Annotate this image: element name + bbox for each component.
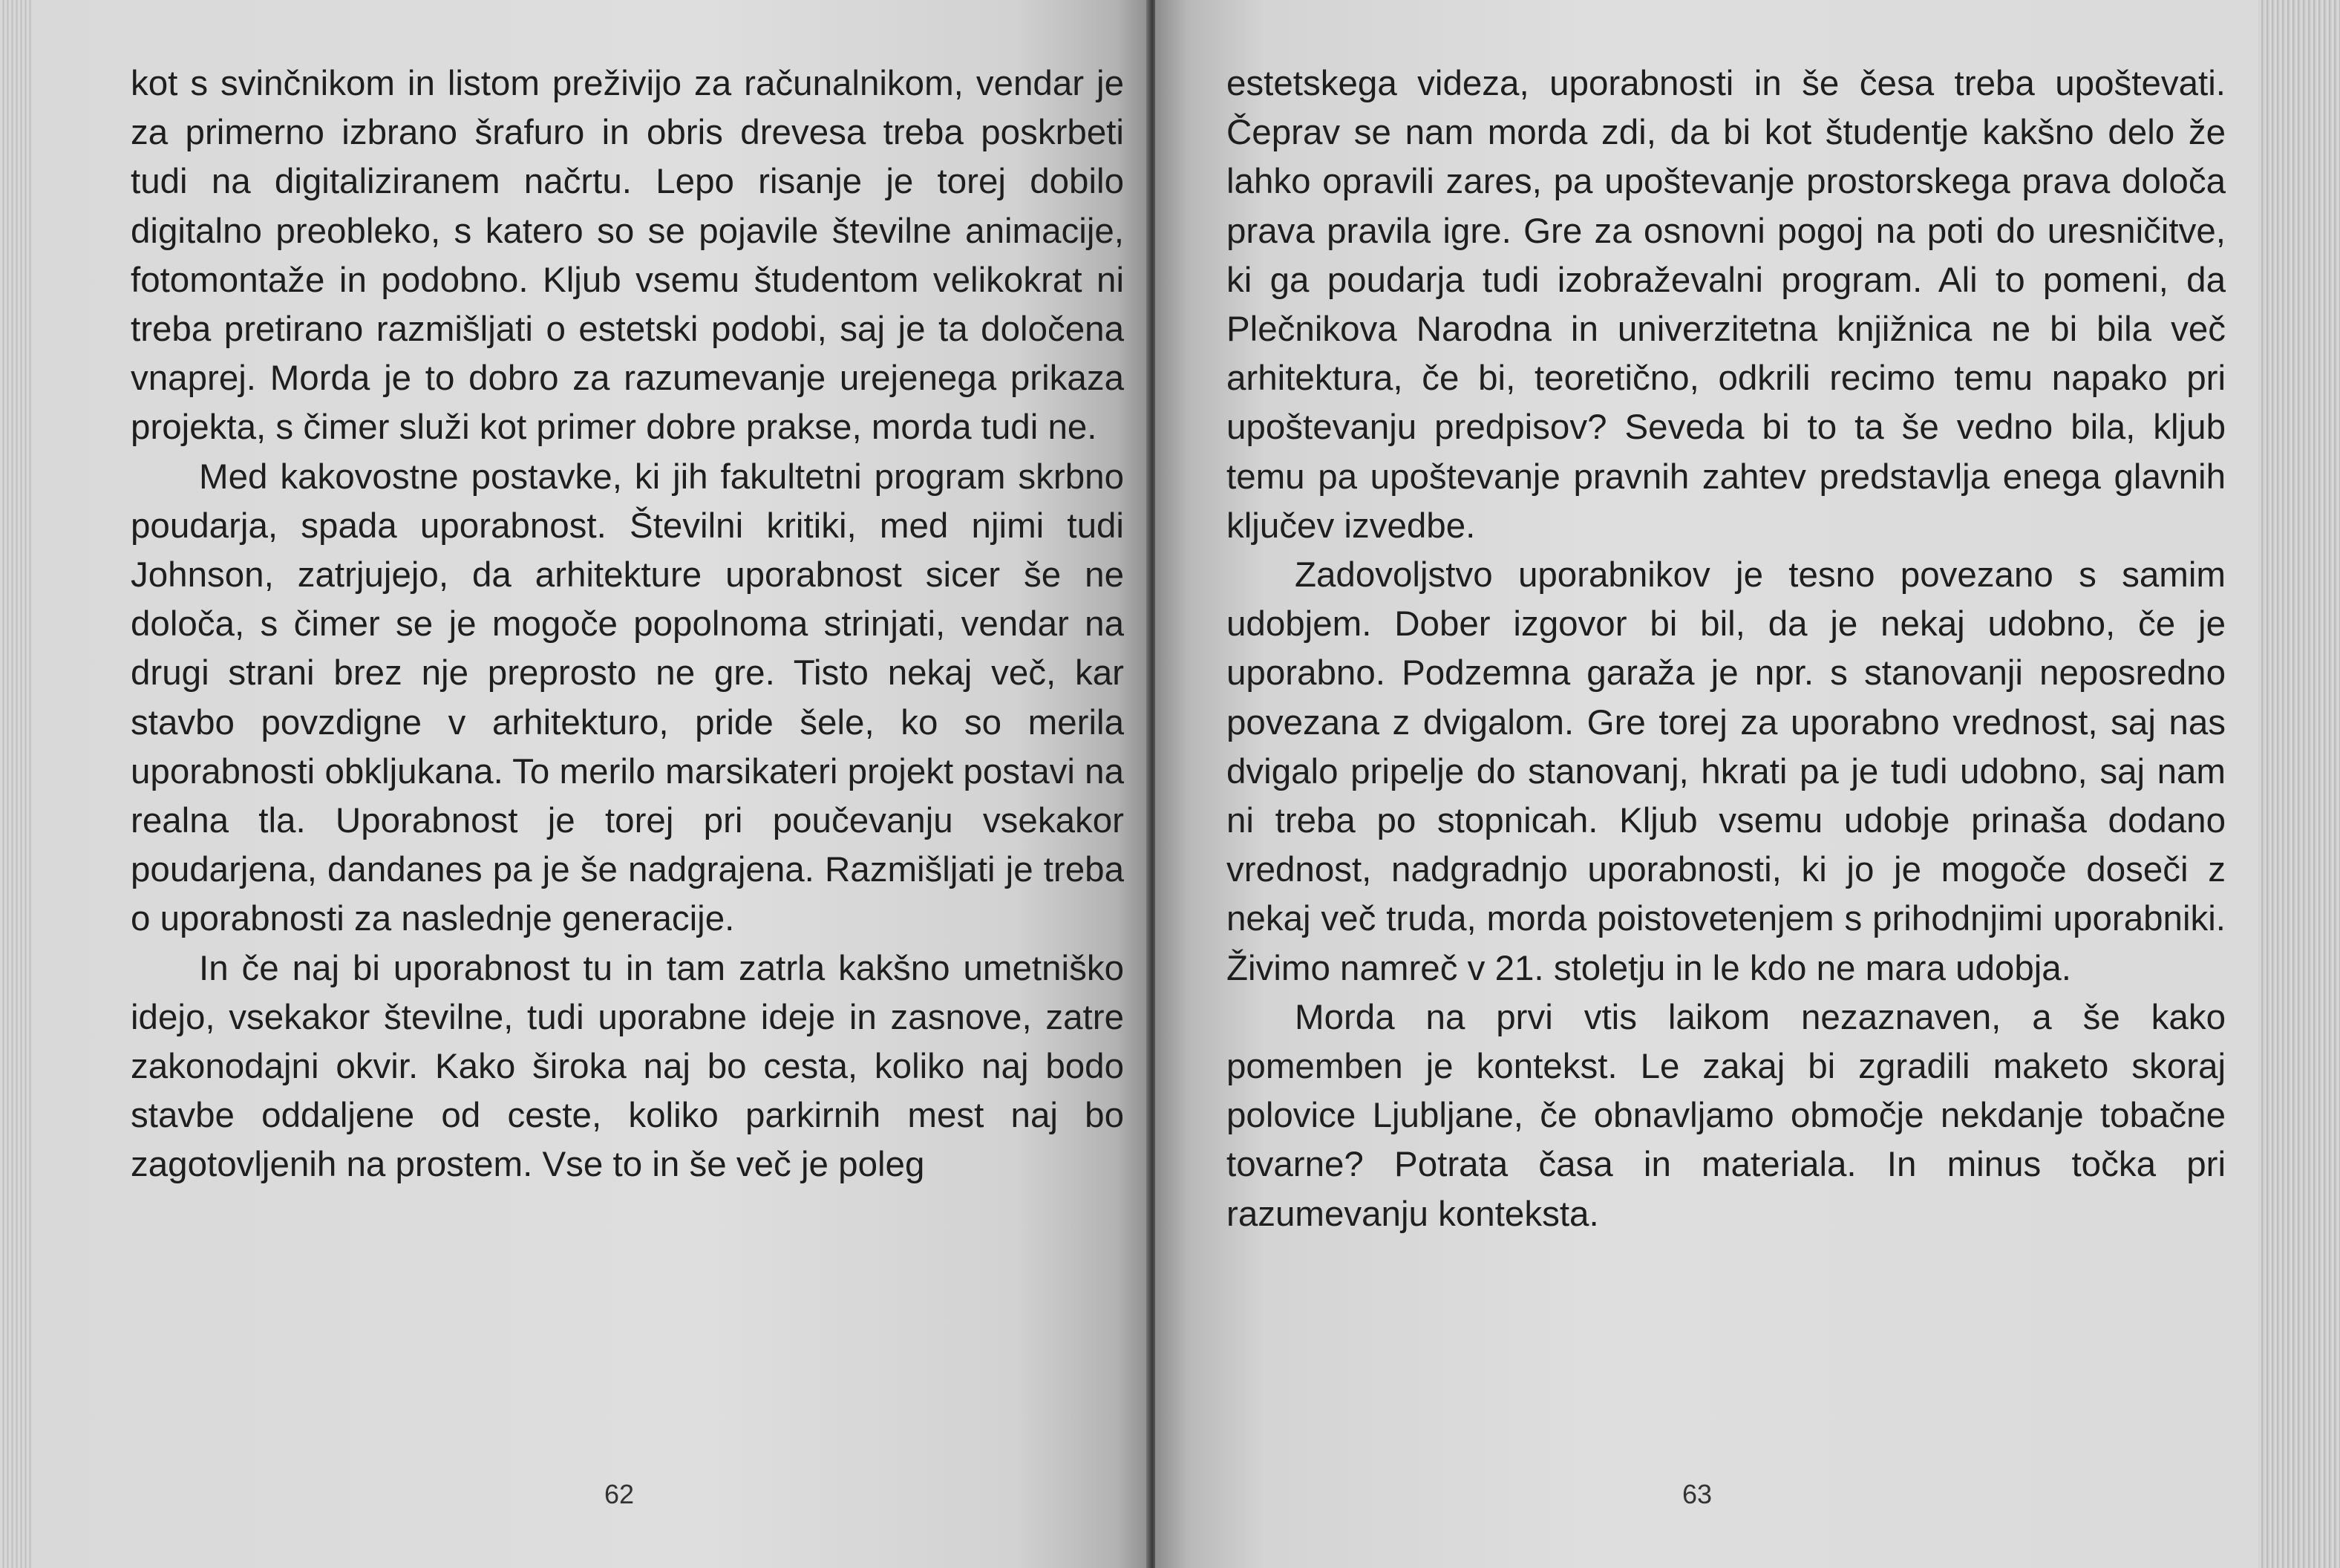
- left-paragraph-2: Med kakovostne postavke, ki jih fakultetni program skrbno poudarja, spada uporabnost. Številni kritiki, med njimi tudi Johnson, zatrjujejo, da arhitekture uporabnost sicer še ne določa, s čimer se je mogoče popolnoma strinjati, vendar na drugi strani brez nje preprosto ne gre. Tisto nekaj več, kar stavbo povzdigne v arhitekturo, pride šele, ko so merila uporabnosti obkljukana. To merilo marsikateri projekt postavi na realna tla. Uporabnost je torej pri poučevanju vsekakor poudarjena, dandanes pa je še nadgrajena. Razmišljati je treba o uporabnosti za naslednje generacije.: [131, 457, 1124, 939]
- right-paragraph-3: Morda na prvi vtis laikom nezaznaven, a še kako pomemben je kontekst. Le zakaj bi zgradili maketo skoraj polovice Ljubljane, če obnavljamo območje nekdanje tobačne tovarne? Potrata časa in materiala. In minus točka pri razumevanju konteksta.: [1226, 997, 2226, 1234]
- right-page-text: [1226, 59, 2226, 1239]
- page-edges-left: [0, 0, 33, 1568]
- left-paragraph-1: kot s svinčnikom in listom preživijo za računalnikom, vendar je za primerno izbrano šrafuro in obris drevesa treba poskrbeti tudi na digitaliziranem načrtu. Lepo risanje je torej dobilo digitalno preobleko, s katero so se pojavile številne animacije, fotomontaže in podobno. Kljub vsemu študentom velikokrat ni treba pretirano razmišljati o estetski podobi, saj je ta določena vnaprej. Morda je to dobro za razumevanje urejenega prikaza projekta, s čimer služi kot primer dobre prakse, morda tudi ne.: [131, 64, 1124, 448]
- right-page-number: 63: [1682, 1479, 1713, 1509]
- left-page-number: 62: [604, 1479, 635, 1509]
- left-paragraph-3: In če naj bi uporabnost tu in tam zatrla kakšno umetniško idejo, vsekakor številne, tudi uporabne ideje in zasnove, zatre zakonodajni okvir. Kako široka naj bo cesta, koliko naj bodo stavbe oddaljene od ceste, koliko parkirnih mest naj bo zagotovljenih na prostem. Vse to in še več je poleg: [131, 948, 1124, 1185]
- right-paragraph-1: estetskega videza, uporabnosti in še česa treba upoštevati. Čeprav se nam morda zdi, da bi kot študentje kakšno delo že lahko opravili zares, pa upoštevanje prostorskega prava določa prava pravila igre. Gre za osnovni pogoj na poti do uresničitve, ki ga poudarja tudi izobraževalni program. Ali to pomeni, da Plečnikova Narodna in univerzitetna knjižnica ne bi bila več arhitektura, če bi, teoretično, odkrili recimo temu napako pri upoštevanju predpisov? Seveda bi to ta še vedno bila, kljub temu pa upoštevanje pravnih zahtev predstavlja enega glavnih ključev izvedbe.: [1226, 64, 2226, 546]
- right-page: [1155, 0, 2258, 1568]
- left-page: [33, 0, 1149, 1568]
- right-paragraph-2: Zadovoljstvo uporabnikov je tesno povezano s samim udobjem. Dober izgovor bi bil, da je nekaj udobno, če je uporabno. Podzemna garaža je npr. s stanovanji neposredno povezana z dvigalom. Gre torej za uporabno vrednost, saj nas dvigalo pripelje do stanovanj, hkrati pa je tudi udobno, saj nam ni treba po stopnicah. Kljub vsemu udobje prinaša dodano vrednost, nadgradnjo uporabnosti, ki jo je mogoče doseči z nekaj več truda, morda poistovetenjem s prihodnjimi uporabniki. Živimo namreč v 21. stoletju in le kdo ne mara udobja.: [1226, 555, 2226, 988]
- left-page-text: [131, 59, 1124, 1190]
- page-edges-right: [2258, 0, 2340, 1568]
